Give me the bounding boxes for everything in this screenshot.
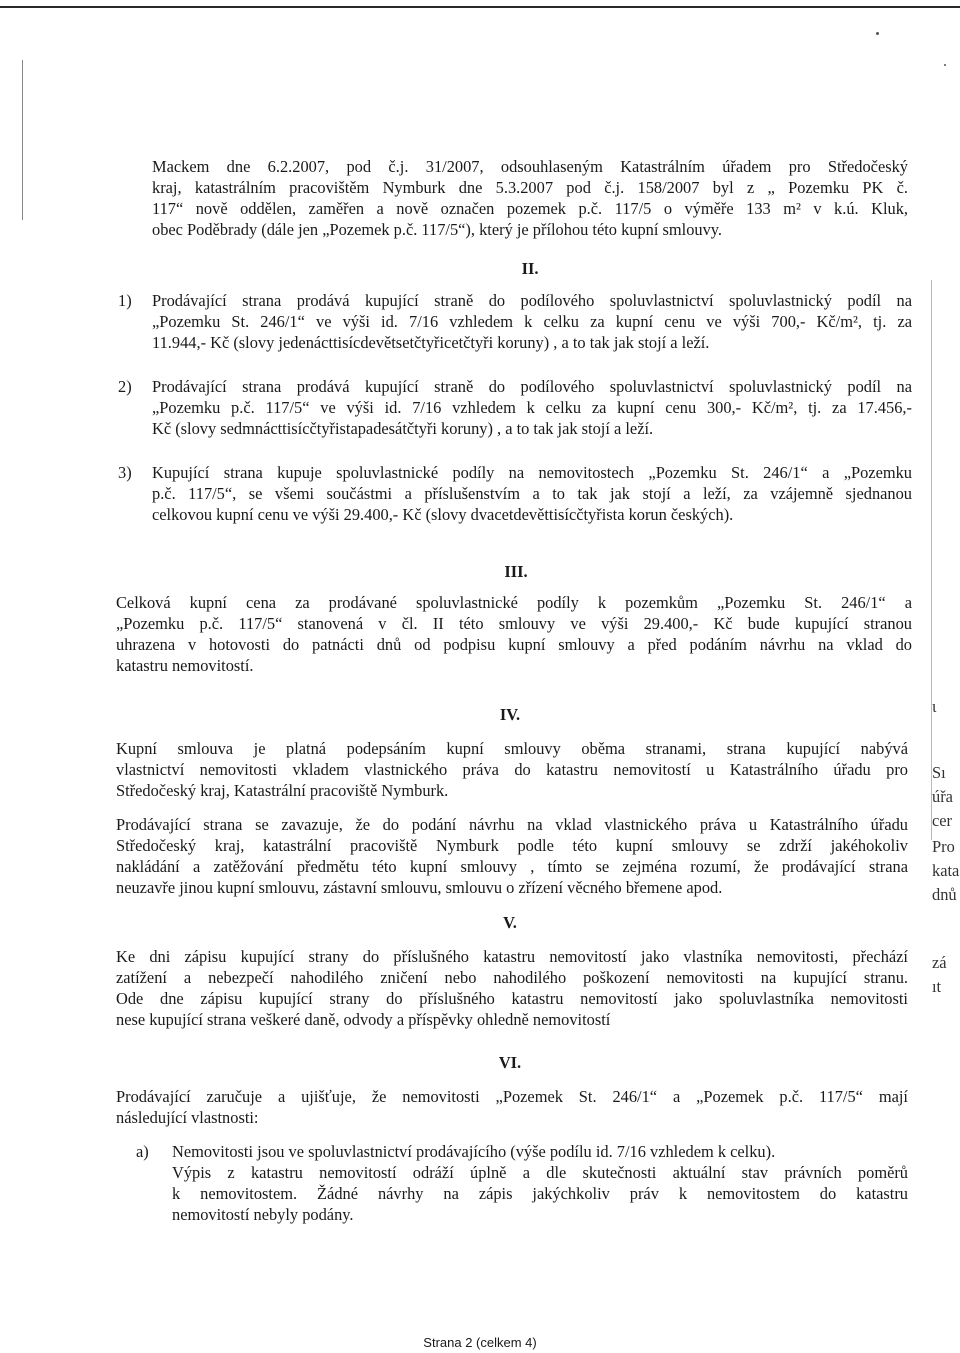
paragraph-line: katastru nemovitostí.	[116, 656, 254, 675]
item-line: nemovitostí nebyly podány.	[172, 1205, 354, 1224]
paragraph-line: Prodávající strana se zavazuje, že do podání návrhu na vklad vlastnického práva u Katastrálního úřadu	[116, 815, 908, 834]
paragraph-line: „Pozemku p.č. 117/5“ stanovená v čl. II této smlouvy ve výši 29.400,- Kč bude kupující stranou	[116, 614, 912, 633]
section-heading-vi: VI.	[498, 1053, 522, 1072]
item-line: Kupující strana kupuje spoluvlastnické podíly na nemovitostech „Pozemku St. 246/1“ a „Pozemku	[152, 463, 912, 482]
item-number: 1)	[118, 291, 132, 310]
scan-right-mark	[931, 280, 932, 840]
item-line: Prodávající strana prodává kupující straně do podílového spoluvlastnictví spoluvlastnický podíl na	[152, 291, 912, 310]
item-line: Prodávající strana prodává kupující straně do podílového spoluvlastnictví spoluvlastnický podíl na	[152, 377, 912, 396]
paragraph-line: zatížení a nebezpečí nahodilého zničení nebo nahodilého poškození nemovitosti na kupující stranu.	[116, 968, 908, 987]
page-footer: Strana 2 (celkem 4)	[423, 1335, 537, 1350]
section-heading-ii: II.	[521, 259, 539, 278]
margin-fragment: ι	[932, 697, 937, 716]
paragraph-line: Středočeský kraj, Katastrální pracoviště Nymburk.	[116, 781, 449, 800]
paragraph-line: uhrazena v hotovosti do patnácti dnů od podpisu kupní smlouvy a před podáním návrhu na vklad do	[116, 635, 912, 654]
margin-fragment: kata	[932, 861, 960, 880]
margin-fragment: cer	[932, 811, 953, 830]
item-line: p.č. 117/5“, se všemi součástmi a příslušenstvím a to tak jak stojí a leží, za vzájemně sjednanou	[152, 484, 912, 503]
scan-speck	[876, 32, 879, 35]
paragraph-line: nakládání a zatěžování předmětu této kupní smlouvy , tímto se zejména rozumí, že prodávající strana	[116, 857, 908, 876]
scan-top-edge	[0, 6, 960, 8]
scan-left-mark	[22, 60, 23, 220]
intro-line: obec Poděbrady (dále jen „Pozemek p.č. 117/5“), který je přílohou této kupní smlouvy.	[152, 220, 723, 239]
section-heading-iv: IV.	[499, 705, 521, 724]
paragraph-line: Středočeský kraj, katastrální pracoviště Nymburk podle této kupní smlouvy se zdrží jakéhokoliv	[116, 836, 908, 855]
item-letter: a)	[136, 1142, 149, 1161]
margin-fragment: dnů	[932, 885, 957, 904]
paragraph-line: následující vlastnosti:	[116, 1108, 259, 1127]
section-heading-v: V.	[503, 913, 517, 932]
paragraph-line: Celková kupní cena za prodávané spoluvlastnické podíly k pozemkům „Pozemku St. 246/1“ a	[116, 593, 912, 612]
paragraph-line: Prodávající zaručuje a ujišťuje, že nemovitosti „Pozemek St. 246/1“ a „Pozemek p.č. 117/5“ mají	[116, 1087, 908, 1106]
paragraph-line: neuzavře jinou kupní smlouvu, zástavní smlouvu, smlouvu o zřízení věcného břemene apod.	[116, 878, 723, 897]
item-line: Nemovitosti jsou ve spoluvlastnictví prodávajícího (výše podílu id. 7/16 vzhledem k celku).	[172, 1142, 776, 1161]
item-line: „Pozemku p.č. 117/5“ ve výši id. 7/16 vzhledem k celku za kupní cenu 300,- Kč/m², tj. za 17.456,-	[152, 398, 912, 417]
item-line: Kč (slovy sedmnácttisícčtyřistapadesátčtyři koruny) , a to tak jak stojí a leží.	[152, 419, 654, 438]
paragraph-line: vlastnictví nemovitosti vkladem vlastnického práva do katastru nemovitostí u Katastrálního úřadu pro	[116, 760, 908, 779]
margin-fragment: ıt	[932, 977, 942, 996]
scan-speck	[944, 64, 946, 66]
margin-fragment: Pro	[932, 837, 955, 856]
paragraph-line: Ode dne zápisu kupující strany do příslušného katastru nemovitostí jako spoluvlastníka nemovitosti	[116, 989, 908, 1008]
item-line: 11.944,- Kč (slovy jedenácttisícdevětsetčtyřicetčtyři koruny) , a to tak jak stojí a leží.	[152, 333, 710, 352]
intro-line: Mackem dne 6.2.2007, pod č.j. 31/2007, odsouhlaseným Katastrálním úřadem pro Středočeský	[152, 157, 908, 176]
intro-line: 117“ nově oddělen, zaměřen a nově označen pozemek p.č. 117/5 o výměře 133 m² v k.ú. Kluk,	[152, 199, 908, 218]
item-line: celkovou kupní cenu ve výši 29.400,- Kč (slovy dvacetdevěttisícčtyřista korun českých).	[152, 505, 734, 524]
item-line: Výpis z katastru nemovitostí odráží úplně a dle skutečnosti aktuální stav právních poměrů	[172, 1163, 908, 1182]
item-line: „Pozemku St. 246/1“ ve výši id. 7/16 vzhledem k celku za kupní cenu ve výši 700,- Kč/m², tj. za	[152, 312, 912, 331]
paragraph-line: Ke dni zápisu kupující strany do příslušného katastru nemovitostí jako vlastníka nemovitosti, přechází	[116, 947, 908, 966]
paragraph-line: nese kupující strana veškeré daně, odvody a příspěvky ohledně nemovitostí	[116, 1010, 611, 1029]
item-line: k nemovitostem. Žádné návrhy na zápis jakýchkoliv práv k nemovitostem do katastru	[172, 1184, 908, 1203]
section-heading-iii: III.	[504, 562, 528, 581]
margin-fragment: zá	[932, 953, 947, 972]
intro-line: kraj, katastrálním pracovištěm Nymburk dne 5.3.2007 pod č.j. 158/2007 byl z „ Pozemku PK č.	[152, 178, 908, 197]
item-number: 2)	[118, 377, 132, 396]
margin-fragment: úřa	[932, 787, 953, 806]
margin-fragment: Sı	[932, 763, 946, 782]
item-number: 3)	[118, 463, 132, 482]
paragraph-line: Kupní smlouva je platná podepsáním kupní smlouvy oběma stranami, strana kupující nabývá	[116, 739, 908, 758]
